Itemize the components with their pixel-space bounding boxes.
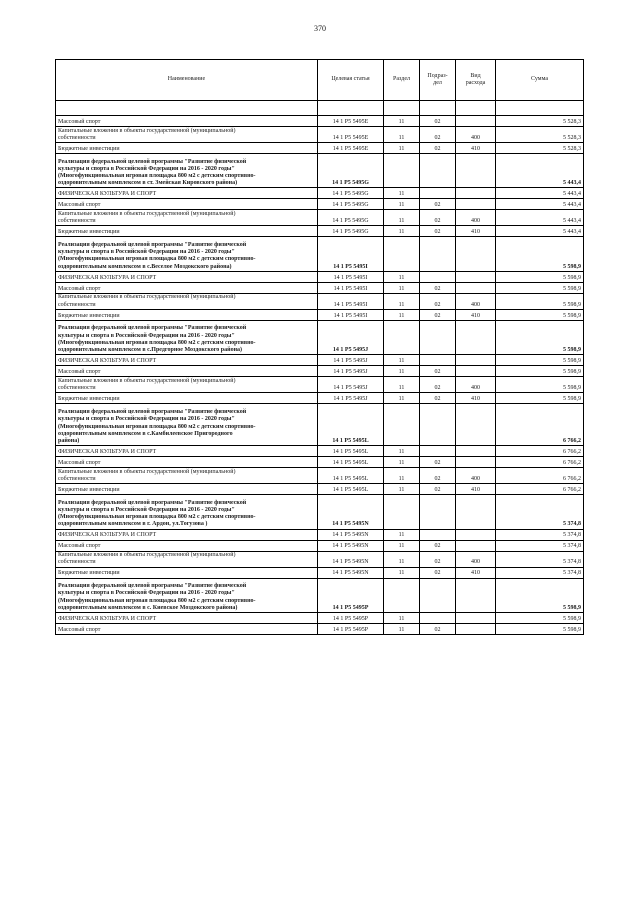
- cell-section: 11: [384, 366, 420, 377]
- table-row: [56, 393, 584, 404]
- cell-expense-type: 410: [456, 567, 496, 578]
- cell-expense-type: 400: [456, 551, 496, 567]
- cell-amount: 5 374,8: [496, 529, 584, 540]
- cell-subsection: [420, 271, 456, 282]
- cell-subsection: 02: [420, 623, 456, 634]
- cell-section: 11: [384, 199, 420, 210]
- cell-expense-type: 400: [456, 377, 496, 393]
- cell-section: 11: [384, 116, 420, 127]
- cell-section: 11: [384, 127, 420, 143]
- table-row: [56, 495, 584, 529]
- cell-expense-type: [456, 623, 496, 634]
- cell-amount: 6 766,2: [496, 404, 584, 446]
- cell-expense-type: [456, 404, 496, 446]
- cell-article: 14 1 P5 5495L: [318, 446, 384, 457]
- cell-expense-type: 400: [456, 293, 496, 309]
- cell-article: 14 1 P5 5495G: [318, 154, 384, 188]
- table-row: [56, 320, 584, 354]
- cell-article: 14 1 P5 5495L: [318, 457, 384, 468]
- cell-subsection: [420, 612, 456, 623]
- table-row: [56, 529, 584, 540]
- cell-article: 14 1 P5 5495I: [318, 293, 384, 309]
- cell-section: 11: [384, 551, 420, 567]
- table-row: [56, 484, 584, 495]
- cell-section: 11: [384, 612, 420, 623]
- cell-subsection: 02: [420, 143, 456, 154]
- cell-amount: 5 374,8: [496, 567, 584, 578]
- header-row: [56, 60, 584, 101]
- cell-section: [384, 320, 420, 354]
- cell-amount: 5 598,9: [496, 366, 584, 377]
- cell-name: Бюджетные инвестиции: [56, 143, 318, 154]
- cell-article: 14 1 P5 5495G: [318, 188, 384, 199]
- cell-name: Капитальные вложения в объекты государственной (муниципальной) собственности: [56, 468, 318, 484]
- cell-expense-type: [456, 188, 496, 199]
- cell-subsection: 02: [420, 468, 456, 484]
- header-subsection: Подраз- дел: [420, 60, 456, 101]
- cell-amount: 5 598,9: [496, 293, 584, 309]
- cell-article: 14 1 P5 5495I: [318, 271, 384, 282]
- cell-section: [384, 154, 420, 188]
- cell-section: 11: [384, 529, 420, 540]
- table-row: [56, 578, 584, 612]
- header-amount: Сумма: [496, 60, 584, 101]
- cell-amount: 5 443,4: [496, 210, 584, 226]
- cell-name: Массовый спорт: [56, 366, 318, 377]
- cell-name: Бюджетные инвестиции: [56, 567, 318, 578]
- cell-article: 14 1 P5 5495L: [318, 484, 384, 495]
- cell-name: ФИЗИЧЕСКАЯ КУЛЬТУРА И СПОРТ: [56, 446, 318, 457]
- cell-subsection: 02: [420, 366, 456, 377]
- cell-amount: 5 598,9: [496, 377, 584, 393]
- cell-section: 11: [384, 188, 420, 199]
- cell-section: 11: [384, 210, 420, 226]
- cell-subsection: 02: [420, 116, 456, 127]
- table-row: [56, 366, 584, 377]
- cell-amount: 5 598,9: [496, 612, 584, 623]
- cell-name: ФИЗИЧЕСКАЯ КУЛЬТУРА И СПОРТ: [56, 188, 318, 199]
- cell-amount: 5 598,9: [496, 393, 584, 404]
- cell-subsection: 02: [420, 127, 456, 143]
- table-row: [56, 199, 584, 210]
- cell-amount: 5 443,4: [496, 188, 584, 199]
- cell-amount: 5 598,9: [496, 282, 584, 293]
- cell-name: ФИЗИЧЕСКАЯ КУЛЬТУРА И СПОРТ: [56, 612, 318, 623]
- cell-subsection: 02: [420, 551, 456, 567]
- header-expense-type: Вид расхода: [456, 60, 496, 101]
- cell-expense-type: [456, 529, 496, 540]
- cell-amount: 5 598,9: [496, 623, 584, 634]
- cell-section: [384, 578, 420, 612]
- cell-name: Бюджетные инвестиции: [56, 484, 318, 495]
- cell-expense-type: 410: [456, 226, 496, 237]
- cell-article: 14 1 P5 5495N: [318, 551, 384, 567]
- table-row: [56, 237, 584, 271]
- cell-name: Массовый спорт: [56, 457, 318, 468]
- cell-subsection: [420, 495, 456, 529]
- cell-name: Бюджетные инвестиции: [56, 393, 318, 404]
- cell-amount: 5 528,3: [496, 116, 584, 127]
- cell-amount: 5 374,8: [496, 551, 584, 567]
- cell-amount: 5 598,9: [496, 309, 584, 320]
- table-row: [56, 468, 584, 484]
- cell-expense-type: [456, 457, 496, 468]
- cell-section: 11: [384, 143, 420, 154]
- cell-subsection: 02: [420, 377, 456, 393]
- header-section: Раздел: [384, 60, 420, 101]
- cell-article: 14 1 P5 5495J: [318, 393, 384, 404]
- cell-amount: 5 374,8: [496, 495, 584, 529]
- cell-name: ФИЗИЧЕСКАЯ КУЛЬТУРА И СПОРТ: [56, 271, 318, 282]
- cell-expense-type: 400: [456, 468, 496, 484]
- cell-subsection: 02: [420, 457, 456, 468]
- cell-subsection: [420, 446, 456, 457]
- cell-article: 14 1 P5 5495E: [318, 127, 384, 143]
- cell-article: 14 1 P5 5495L: [318, 468, 384, 484]
- table-row: [56, 293, 584, 309]
- cell-section: 11: [384, 355, 420, 366]
- cell-section: 11: [384, 377, 420, 393]
- cell-name: Массовый спорт: [56, 540, 318, 551]
- cell-name: Реализация федеральной целевой программы "Развитие физической культуры и спорта в Российской Федерации на 2016 - 2020 годы" (Многофункциональная игровая площадка 800 м2 с детским спортивно- оздоровительным комплексом в г. Ардон, ул.Тогузова ): [56, 495, 318, 529]
- cell-subsection: 02: [420, 282, 456, 293]
- cell-amount: 5 443,4: [496, 226, 584, 237]
- table-row: [56, 271, 584, 282]
- cell-amount: 5 443,4: [496, 199, 584, 210]
- table-row: [56, 282, 584, 293]
- table-row: [56, 226, 584, 237]
- cell-amount: 5 598,9: [496, 355, 584, 366]
- table-row: [56, 540, 584, 551]
- cell-section: 11: [384, 468, 420, 484]
- cell-expense-type: 410: [456, 309, 496, 320]
- cell-name: Реализация федеральной целевой программы "Развитие физической культуры и спорта в Российской Федерации на 2016 - 2020 годы" (Многофункциональная игровая площадка 800 м2 с детским спортивно- оздоровительным комплексом в с.Веселое Моздокского района): [56, 237, 318, 271]
- cell-article: 14 1 P5 5495N: [318, 567, 384, 578]
- cell-article: 14 1 P5 5495E: [318, 143, 384, 154]
- cell-article: 14 1 P5 5495E: [318, 116, 384, 127]
- table-row: [56, 210, 584, 226]
- cell-subsection: [420, 578, 456, 612]
- cell-article: 14 1 P5 5495G: [318, 199, 384, 210]
- cell-section: 11: [384, 271, 420, 282]
- cell-expense-type: 410: [456, 393, 496, 404]
- cell-article: 14 1 P5 5495J: [318, 366, 384, 377]
- table-row: [56, 355, 584, 366]
- cell-expense-type: 410: [456, 143, 496, 154]
- cell-section: 11: [384, 567, 420, 578]
- cell-name: Капитальные вложения в объекты государственной (муниципальной) собственности: [56, 551, 318, 567]
- cell-name: Капитальные вложения в объекты государственной (муниципальной) собственности: [56, 377, 318, 393]
- cell-amount: 5 598,9: [496, 320, 584, 354]
- cell-article: 14 1 P5 5495P: [318, 623, 384, 634]
- cell-section: 11: [384, 457, 420, 468]
- cell-subsection: [420, 320, 456, 354]
- cell-section: 11: [384, 623, 420, 634]
- cell-article: 14 1 P5 5495J: [318, 355, 384, 366]
- cell-article: 14 1 P5 5495G: [318, 226, 384, 237]
- cell-section: [384, 237, 420, 271]
- cell-name: Бюджетные инвестиции: [56, 309, 318, 320]
- cell-amount: 5 598,9: [496, 271, 584, 282]
- header-article: Целевая статья: [318, 60, 384, 101]
- table-row: [56, 154, 584, 188]
- cell-article: 14 1 P5 5495I: [318, 237, 384, 271]
- cell-article: 14 1 P5 5495J: [318, 320, 384, 354]
- cell-section: [384, 404, 420, 446]
- cell-amount: 5 528,3: [496, 143, 584, 154]
- table-row: [56, 567, 584, 578]
- cell-name: Капитальные вложения в объекты государственной (муниципальной) собственности: [56, 127, 318, 143]
- cell-name: Капитальные вложения в объекты государственной (муниципальной) собственности: [56, 210, 318, 226]
- cell-section: 11: [384, 309, 420, 320]
- cell-section: 11: [384, 484, 420, 495]
- cell-subsection: 02: [420, 199, 456, 210]
- cell-expense-type: [456, 237, 496, 271]
- cell-subsection: [420, 404, 456, 446]
- table-row: [56, 623, 584, 634]
- cell-article: 14 1 P5 5495J: [318, 377, 384, 393]
- cell-name: Капитальные вложения в объекты государственной (муниципальной) собственности: [56, 293, 318, 309]
- header-name: Наименование: [56, 60, 318, 101]
- table-row: [56, 127, 584, 143]
- cell-name: ФИЗИЧЕСКАЯ КУЛЬТУРА И СПОРТ: [56, 355, 318, 366]
- cell-expense-type: [456, 355, 496, 366]
- cell-article: 14 1 P5 5495I: [318, 309, 384, 320]
- table-row: [56, 309, 584, 320]
- cell-article: 14 1 P5 5495N: [318, 529, 384, 540]
- cell-subsection: [420, 237, 456, 271]
- cell-expense-type: [456, 495, 496, 529]
- cell-subsection: [420, 154, 456, 188]
- cell-amount: 6 766,2: [496, 446, 584, 457]
- cell-section: 11: [384, 282, 420, 293]
- cell-amount: 6 766,2: [496, 457, 584, 468]
- cell-amount: 5 443,4: [496, 154, 584, 188]
- cell-expense-type: 400: [456, 210, 496, 226]
- cell-expense-type: [456, 320, 496, 354]
- page-number: 370: [314, 24, 326, 33]
- cell-amount: 5 598,9: [496, 237, 584, 271]
- cell-amount: 5 598,9: [496, 578, 584, 612]
- cell-expense-type: [456, 446, 496, 457]
- cell-subsection: 02: [420, 484, 456, 495]
- cell-amount: 6 766,2: [496, 484, 584, 495]
- table-row: [56, 446, 584, 457]
- cell-expense-type: [456, 366, 496, 377]
- cell-expense-type: [456, 199, 496, 210]
- cell-subsection: [420, 529, 456, 540]
- cell-section: 11: [384, 393, 420, 404]
- cell-subsection: 02: [420, 226, 456, 237]
- cell-name: Бюджетные инвестиции: [56, 226, 318, 237]
- header-spacer: [56, 101, 584, 116]
- cell-name: ФИЗИЧЕСКАЯ КУЛЬТУРА И СПОРТ: [56, 529, 318, 540]
- table-row: [56, 188, 584, 199]
- cell-section: 11: [384, 293, 420, 309]
- cell-subsection: 02: [420, 293, 456, 309]
- cell-expense-type: [456, 612, 496, 623]
- cell-expense-type: 410: [456, 484, 496, 495]
- cell-expense-type: [456, 116, 496, 127]
- table-body: [56, 116, 584, 635]
- table-row: [56, 612, 584, 623]
- table-row: [56, 377, 584, 393]
- cell-section: 11: [384, 446, 420, 457]
- cell-expense-type: [456, 540, 496, 551]
- cell-expense-type: [456, 578, 496, 612]
- cell-subsection: [420, 355, 456, 366]
- cell-expense-type: [456, 154, 496, 188]
- cell-article: 14 1 P5 5495G: [318, 210, 384, 226]
- table-row: [56, 404, 584, 446]
- cell-article: 14 1 P5 5495N: [318, 495, 384, 529]
- cell-name: Массовый спорт: [56, 199, 318, 210]
- cell-amount: 5 374,8: [496, 540, 584, 551]
- cell-name: Реализация федеральной целевой программы "Развитие физической культуры и спорта в Российской Федерации на 2016 - 2020 годы" (Многофункциональная игровая площадка 800 м2 с детским спортивно- оздоровительным комплексом в с. Киевское Моздокского района): [56, 578, 318, 612]
- cell-article: 14 1 P5 5495L: [318, 404, 384, 446]
- cell-amount: 6 766,2: [496, 468, 584, 484]
- cell-article: 14 1 P5 5495N: [318, 540, 384, 551]
- table-row: [56, 457, 584, 468]
- cell-subsection: 02: [420, 540, 456, 551]
- cell-section: [384, 495, 420, 529]
- cell-expense-type: 400: [456, 127, 496, 143]
- cell-article: 14 1 P5 5495P: [318, 612, 384, 623]
- cell-subsection: [420, 188, 456, 199]
- cell-article: 14 1 P5 5495P: [318, 578, 384, 612]
- cell-name: Массовый спорт: [56, 623, 318, 634]
- cell-name: Реализация федеральной целевой программы "Развитие физической культуры и спорта в Российской Федерации на 2016 - 2020 годы" (Многофункциональная игровая площадка 800 м2 с детским спортивно- оздоровительным комплексом в с.Камбилеевское Пригородного района): [56, 404, 318, 446]
- cell-name: Массовый спорт: [56, 282, 318, 293]
- table-row: [56, 551, 584, 567]
- cell-name: Реализация федеральной целевой программы "Развитие физической культуры и спорта в Российской Федерации на 2016 - 2020 годы" (Многофункциональная игровая площадка 800 м2 с детским спортивно- оздоровительным комплексом в ст. Змейская Кировского района): [56, 154, 318, 188]
- cell-subsection: 02: [420, 393, 456, 404]
- cell-amount: 5 528,3: [496, 127, 584, 143]
- cell-article: 14 1 P5 5495I: [318, 282, 384, 293]
- budget-table: [55, 59, 584, 635]
- cell-name: Массовый спорт: [56, 116, 318, 127]
- cell-subsection: 02: [420, 567, 456, 578]
- cell-expense-type: [456, 282, 496, 293]
- cell-section: 11: [384, 226, 420, 237]
- cell-expense-type: [456, 271, 496, 282]
- cell-section: 11: [384, 540, 420, 551]
- table-row: [56, 116, 584, 127]
- cell-name: Реализация федеральной целевой программы "Развитие физической культуры и спорта в Российской Федерации на 2016 - 2020 годы" (Многофункциональная игровая площадка 800 м2 с детским спортивно- оздоровительным комплексом в с.Предгорное Моздокского района): [56, 320, 318, 354]
- table-row: [56, 143, 584, 154]
- cell-subsection: 02: [420, 309, 456, 320]
- cell-subsection: 02: [420, 210, 456, 226]
